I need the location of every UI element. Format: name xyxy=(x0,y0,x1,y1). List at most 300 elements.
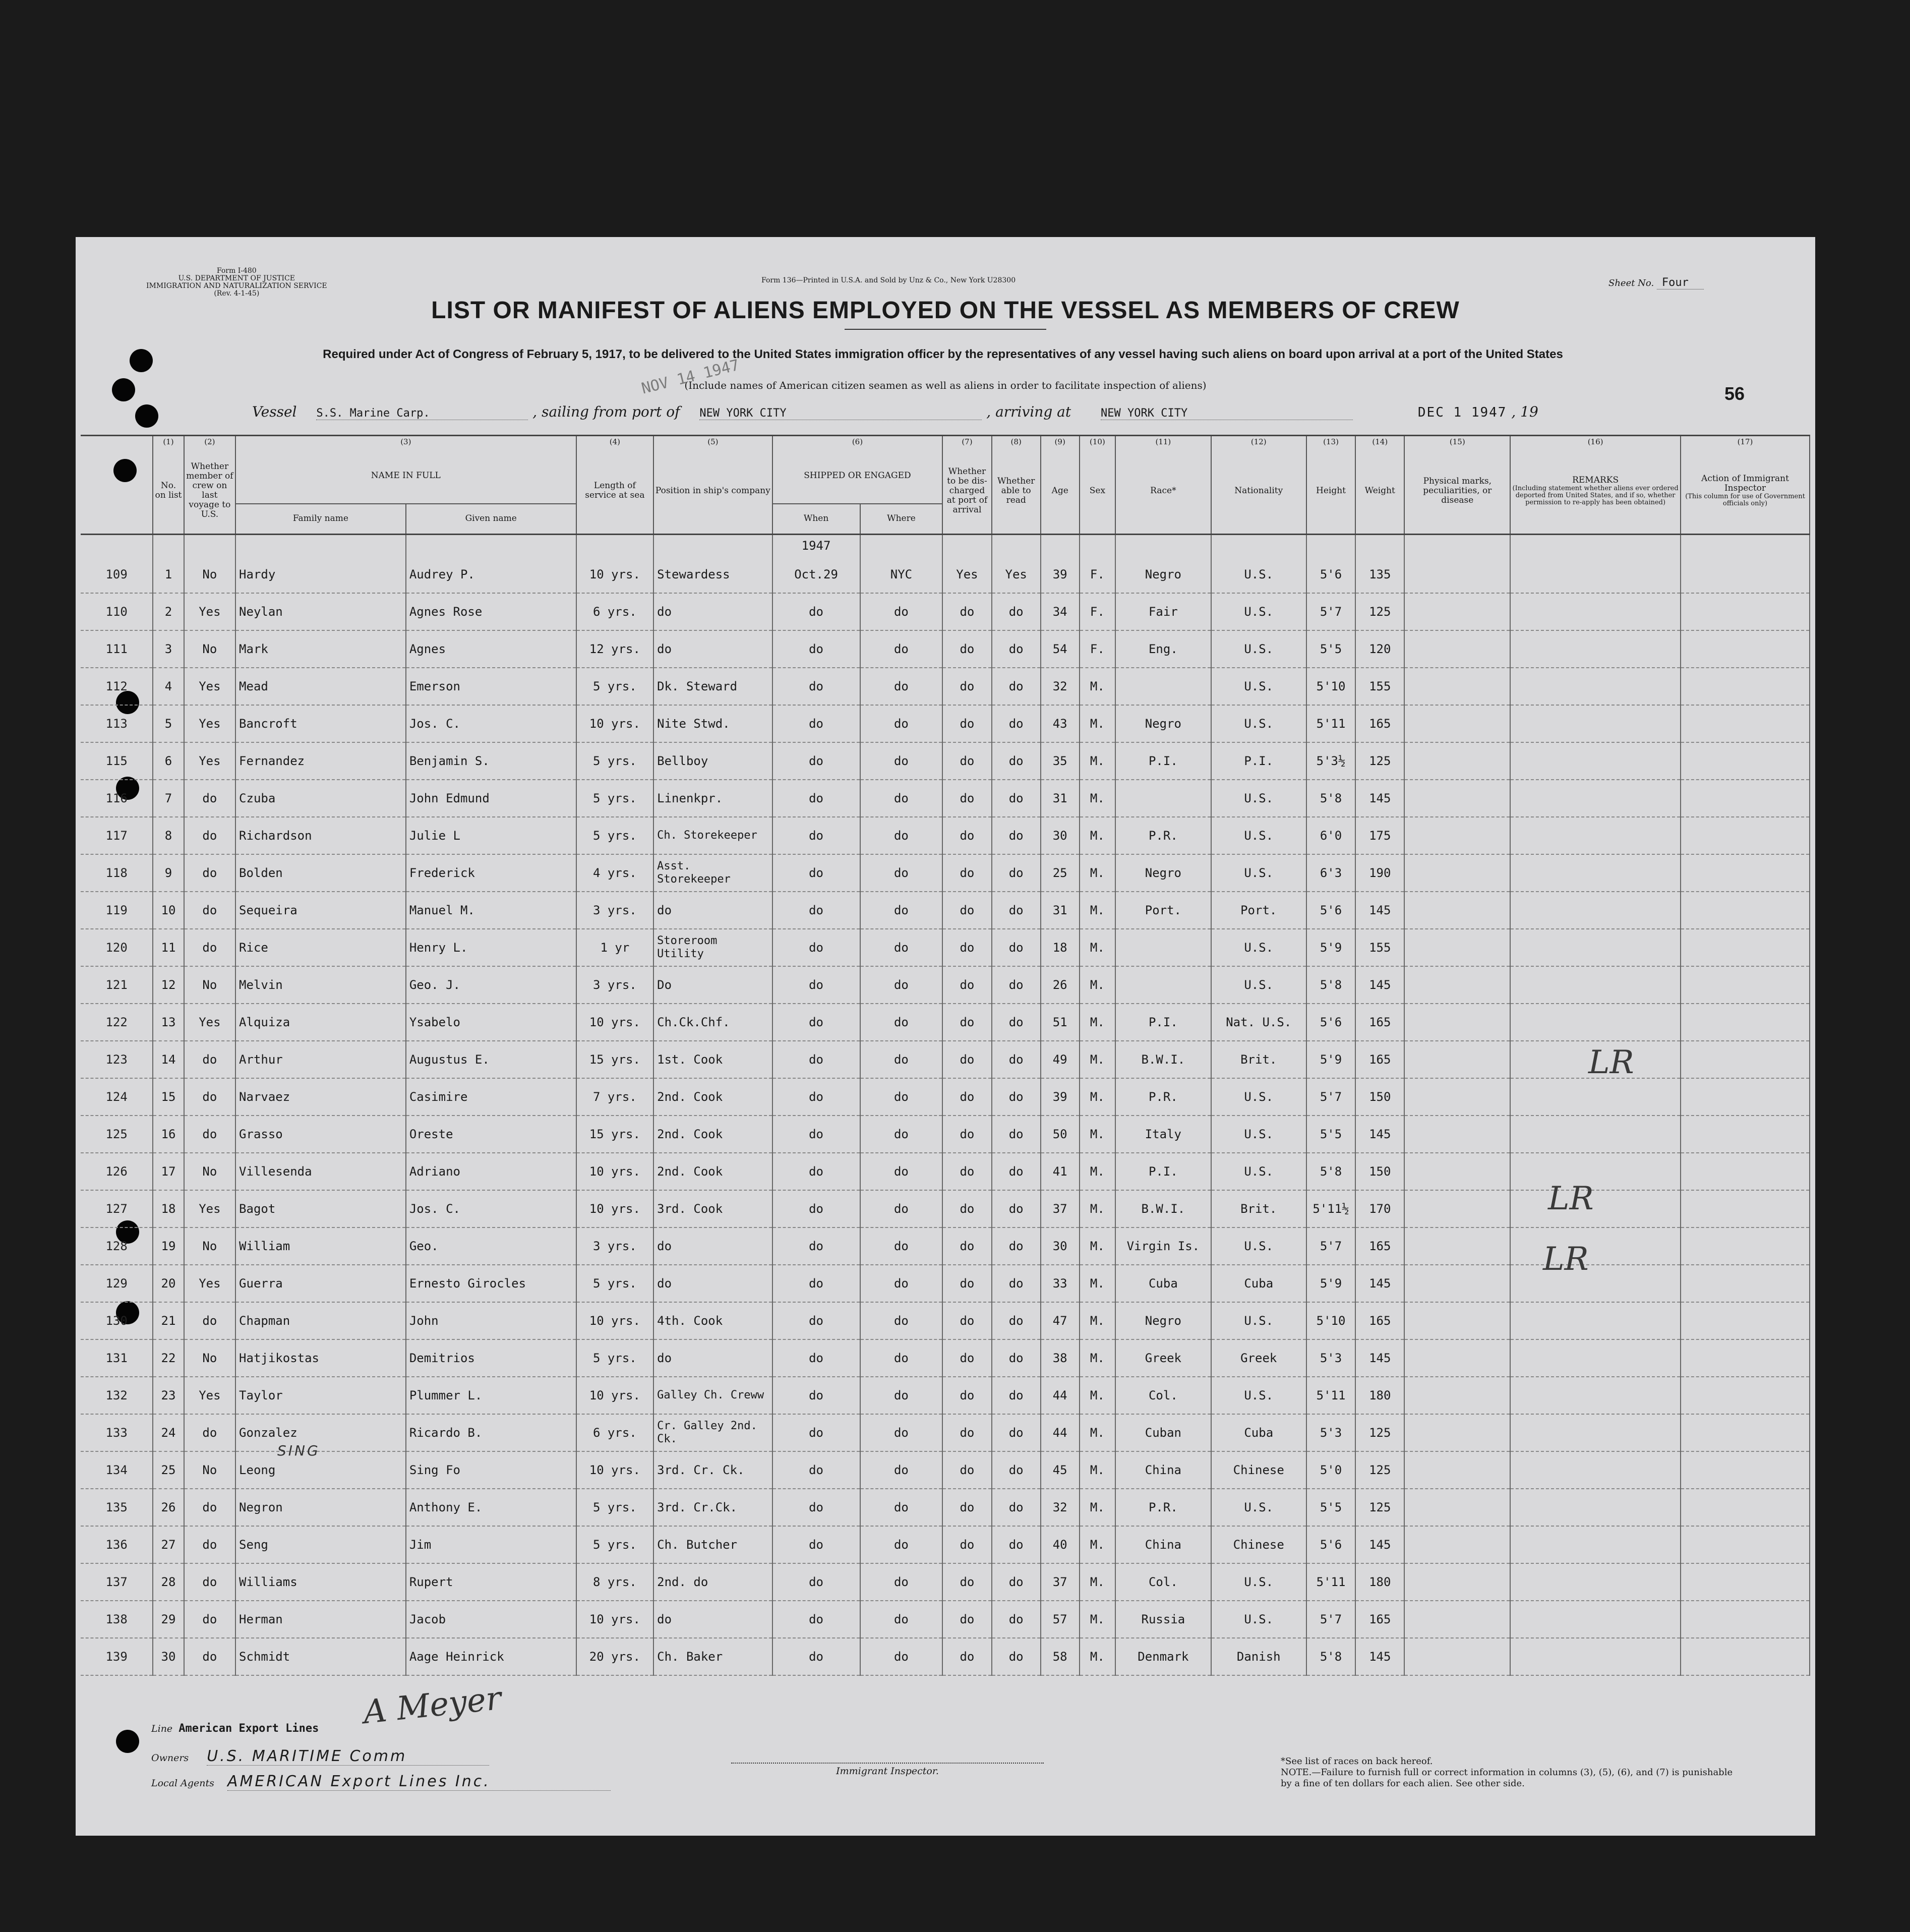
weight: 155 xyxy=(1355,929,1404,966)
sex: M. xyxy=(1080,1004,1116,1041)
race: Port. xyxy=(1115,892,1211,929)
line-number: 1 xyxy=(153,556,184,593)
shipped-where: do xyxy=(860,668,943,705)
sex: M. xyxy=(1080,1116,1116,1153)
line-number: 18 xyxy=(153,1190,184,1227)
given-name: Demitrios xyxy=(406,1339,576,1377)
col-number: (8) xyxy=(992,436,1041,449)
form-identifier xyxy=(146,267,327,298)
header-when: When xyxy=(772,504,860,534)
arriving-label: , arriving at xyxy=(986,403,1071,420)
family-name: Alquiza xyxy=(235,1004,406,1041)
able-to-read: do xyxy=(992,1414,1041,1451)
form-number: Form I-480 xyxy=(216,267,257,275)
weight: 180 xyxy=(1355,1563,1404,1601)
given-name: Manuel M. xyxy=(406,892,576,929)
col-number: (15) xyxy=(1404,436,1510,449)
discharged: do xyxy=(942,817,991,854)
shipped-where: do xyxy=(860,1526,943,1563)
last-voyage: do xyxy=(184,929,235,966)
last-voyage: Yes xyxy=(184,1004,235,1041)
physical-marks xyxy=(1404,1004,1510,1041)
year-marker: 1947 xyxy=(772,534,860,556)
height: 5'8 xyxy=(1306,966,1355,1004)
inspector-signature-line: Immigrant Inspector. xyxy=(731,1763,1044,1777)
remarks xyxy=(1510,556,1681,593)
family-name: Negron xyxy=(235,1489,406,1526)
height: 5'10 xyxy=(1306,1302,1355,1339)
family-name: Richardson xyxy=(235,817,406,854)
age: 31 xyxy=(1041,780,1080,817)
remarks xyxy=(1510,892,1681,929)
length-of-service: 1 yr xyxy=(576,929,654,966)
last-voyage: do xyxy=(184,1601,235,1638)
line-number: 3 xyxy=(153,630,184,668)
shipped-when: do xyxy=(772,593,860,630)
age: 32 xyxy=(1041,668,1080,705)
inspector-action xyxy=(1681,780,1810,817)
remarks xyxy=(1510,1153,1681,1190)
age: 41 xyxy=(1041,1153,1080,1190)
line-number: 16 xyxy=(153,1116,184,1153)
height: 5'7 xyxy=(1306,1227,1355,1265)
shipped-when: do xyxy=(772,1339,860,1377)
height: 5'8 xyxy=(1306,1638,1355,1675)
position: do xyxy=(653,1339,772,1377)
punch-hole xyxy=(116,1730,139,1753)
position: do xyxy=(653,630,772,668)
discharged: do xyxy=(942,854,991,892)
agents-field xyxy=(151,1773,611,1791)
manifest-ref: 123 xyxy=(81,1041,153,1078)
inspector-action xyxy=(1681,556,1810,593)
discharged: do xyxy=(942,1116,991,1153)
able-to-read: do xyxy=(992,1265,1041,1302)
race: Cuban xyxy=(1115,1414,1211,1451)
inspector-action xyxy=(1681,1563,1810,1601)
last-voyage: do xyxy=(184,892,235,929)
line-number: 17 xyxy=(153,1153,184,1190)
nationality: Cuba xyxy=(1211,1265,1306,1302)
discharged: do xyxy=(942,1153,991,1190)
sex: F. xyxy=(1080,593,1116,630)
given-name: Anthony E. xyxy=(406,1489,576,1526)
inspector-action xyxy=(1681,1041,1810,1078)
position: Asst. Storekeeper xyxy=(653,854,772,892)
sex: M. xyxy=(1080,966,1116,1004)
remarks xyxy=(1510,630,1681,668)
able-to-read: do xyxy=(992,1339,1041,1377)
crew-row xyxy=(81,780,1810,817)
race: China xyxy=(1115,1451,1211,1489)
nationality: U.S. xyxy=(1211,817,1306,854)
line-number: 8 xyxy=(153,817,184,854)
nationality: U.S. xyxy=(1211,966,1306,1004)
agents-label: Local Agents xyxy=(151,1778,214,1789)
weight: 125 xyxy=(1355,1414,1404,1451)
crew-row xyxy=(81,1563,1810,1601)
weight: 165 xyxy=(1355,1302,1404,1339)
manifest-ref: 126 xyxy=(81,1153,153,1190)
family-name: William xyxy=(235,1227,406,1265)
sex: M. xyxy=(1080,1153,1116,1190)
inspector-action xyxy=(1681,1078,1810,1116)
physical-marks xyxy=(1404,1078,1510,1116)
position: Linenkpr. xyxy=(653,780,772,817)
header-shipped-engaged: SHIPPED OR ENGAGED xyxy=(772,448,943,504)
nationality: U.S. xyxy=(1211,1153,1306,1190)
age: 26 xyxy=(1041,966,1080,1004)
col-number: (9) xyxy=(1041,436,1080,449)
physical-marks xyxy=(1404,817,1510,854)
remarks xyxy=(1510,1227,1681,1265)
physical-marks xyxy=(1404,630,1510,668)
race: P.I. xyxy=(1115,742,1211,780)
inspector-initials: LR xyxy=(1548,1180,1594,1217)
length-of-service: 10 yrs. xyxy=(576,1601,654,1638)
shipped-where: NYC xyxy=(860,556,943,593)
able-to-read: do xyxy=(992,854,1041,892)
position: 2nd. Cook xyxy=(653,1153,772,1190)
length-of-service: 5 yrs. xyxy=(576,668,654,705)
shipped-where: do xyxy=(860,1227,943,1265)
discharged: do xyxy=(942,1302,991,1339)
race: P.R. xyxy=(1115,817,1211,854)
owners-value: U.S. MARITIME Comm xyxy=(207,1747,489,1766)
header-age: Age xyxy=(1041,448,1080,534)
age: 37 xyxy=(1041,1563,1080,1601)
shipped-where: do xyxy=(860,1116,943,1153)
age: 25 xyxy=(1041,854,1080,892)
weight: 125 xyxy=(1355,593,1404,630)
shipped-when: do xyxy=(772,1489,860,1526)
given-name: Julie L xyxy=(406,817,576,854)
weight: 150 xyxy=(1355,1153,1404,1190)
sex: M. xyxy=(1080,1601,1116,1638)
line-number: 15 xyxy=(153,1078,184,1116)
weight: 165 xyxy=(1355,1601,1404,1638)
shipped-when: do xyxy=(772,1078,860,1116)
shipped-where: do xyxy=(860,630,943,668)
last-voyage: do xyxy=(184,1526,235,1563)
age: 51 xyxy=(1041,1004,1080,1041)
agents-value: AMERICAN Export Lines Inc. xyxy=(227,1773,611,1791)
crew-row xyxy=(81,630,1810,668)
weight: 150 xyxy=(1355,1078,1404,1116)
able-to-read: do xyxy=(992,929,1041,966)
col-number: (13) xyxy=(1306,436,1355,449)
family-name: Schmidt xyxy=(235,1638,406,1675)
given-name: Audrey P. xyxy=(406,556,576,593)
column-number-row xyxy=(81,436,1810,449)
shipped-when: do xyxy=(772,1414,860,1451)
crew-row xyxy=(81,1041,1810,1078)
shipped-when: do xyxy=(772,1227,860,1265)
height: 5'3 xyxy=(1306,1414,1355,1451)
manifest-ref: 109 xyxy=(81,556,153,593)
family-name: Mead xyxy=(235,668,406,705)
able-to-read: do xyxy=(992,705,1041,742)
shipped-where: do xyxy=(860,1302,943,1339)
inspector-action xyxy=(1681,1190,1810,1227)
age: 30 xyxy=(1041,1227,1080,1265)
line-number: 12 xyxy=(153,966,184,1004)
family-name: Melvin xyxy=(235,966,406,1004)
physical-marks xyxy=(1404,1526,1510,1563)
last-voyage: do xyxy=(184,1041,235,1078)
column-header-row xyxy=(81,448,1810,504)
given-name: Jos. C. xyxy=(406,705,576,742)
shipped-when: do xyxy=(772,705,860,742)
manifest-ref: 124 xyxy=(81,1078,153,1116)
weight: 175 xyxy=(1355,817,1404,854)
remarks-note: (Including statement whether aliens ever ordered deported from United States, and if so, whether permission to re-apply has been obtained) xyxy=(1512,484,1679,506)
crew-row xyxy=(81,892,1810,929)
shipped-where: do xyxy=(860,1489,943,1526)
manifest-ref: 138 xyxy=(81,1601,153,1638)
given-name: Frederick xyxy=(406,854,576,892)
page-title: LIST OR MANIFEST OF ALIENS EMPLOYED ON THE VESSEL AS MEMBERS OF CREW xyxy=(431,297,1460,324)
nationality: U.S. xyxy=(1211,630,1306,668)
position: 3rd. Cr. Ck. xyxy=(653,1451,772,1489)
nationality: Brit. xyxy=(1211,1041,1306,1078)
remarks xyxy=(1510,1302,1681,1339)
shipped-when: do xyxy=(772,1265,860,1302)
given-name: John xyxy=(406,1302,576,1339)
department-name: U.S. DEPARTMENT OF JUSTICE xyxy=(178,274,295,282)
race xyxy=(1115,780,1211,817)
age: 31 xyxy=(1041,892,1080,929)
weight: 125 xyxy=(1355,1489,1404,1526)
age: 35 xyxy=(1041,742,1080,780)
nationality: U.S. xyxy=(1211,668,1306,705)
col-number: (10) xyxy=(1080,436,1116,449)
form-revision: (Rev. 4-1-45) xyxy=(214,289,260,298)
sex: M. xyxy=(1080,1563,1116,1601)
able-to-read: do xyxy=(992,966,1041,1004)
inspector-initials: LR xyxy=(1588,1044,1634,1081)
race: B.W.I. xyxy=(1115,1190,1211,1227)
shipped-when: do xyxy=(772,1041,860,1078)
line-number: 21 xyxy=(153,1302,184,1339)
discharged: do xyxy=(942,1004,991,1041)
height: 5'6 xyxy=(1306,892,1355,929)
crew-row xyxy=(81,1451,1810,1489)
manifest-ref: 131 xyxy=(81,1339,153,1377)
col-number: (3) xyxy=(235,436,576,449)
header-discharged: Whether to be dis-charged at port of arrival xyxy=(942,448,991,534)
header-race: Race* xyxy=(1115,448,1211,534)
manifest-ref: 110 xyxy=(81,593,153,630)
sex: M. xyxy=(1080,1190,1116,1227)
age: 34 xyxy=(1041,593,1080,630)
family-name: Sequeira xyxy=(235,892,406,929)
last-voyage: No xyxy=(184,1339,235,1377)
race: P.I. xyxy=(1115,1004,1211,1041)
weight: 120 xyxy=(1355,630,1404,668)
physical-marks xyxy=(1404,892,1510,929)
remarks xyxy=(1510,742,1681,780)
nationality: U.S. xyxy=(1211,854,1306,892)
physical-marks xyxy=(1404,966,1510,1004)
physical-marks xyxy=(1404,556,1510,593)
line-number: 10 xyxy=(153,892,184,929)
discharged: do xyxy=(942,1563,991,1601)
header-given-name: Given name xyxy=(406,504,576,534)
sex: M. xyxy=(1080,817,1116,854)
physical-marks xyxy=(1404,929,1510,966)
inspector-action xyxy=(1681,1489,1810,1526)
crew-rows xyxy=(81,534,1810,1675)
line-number: 27 xyxy=(153,1526,184,1563)
given-name: Augustus E. xyxy=(406,1041,576,1078)
page-number: 56 xyxy=(1724,383,1745,404)
header-length-service: Length of service at sea xyxy=(576,448,654,534)
shipped-where: do xyxy=(860,1377,943,1414)
nationality: Danish xyxy=(1211,1638,1306,1675)
length-of-service: 15 yrs. xyxy=(576,1116,654,1153)
crew-row xyxy=(81,1489,1810,1526)
height: 5'5 xyxy=(1306,1489,1355,1526)
height: 5'9 xyxy=(1306,1265,1355,1302)
length-of-service: 10 yrs. xyxy=(576,556,654,593)
col-number: (12) xyxy=(1211,436,1306,449)
discharged: do xyxy=(942,966,991,1004)
header-remarks xyxy=(1510,448,1681,534)
weight: 125 xyxy=(1355,1451,1404,1489)
shipped-when: do xyxy=(772,929,860,966)
age: 47 xyxy=(1041,1302,1080,1339)
able-to-read: do xyxy=(992,780,1041,817)
height: 5'8 xyxy=(1306,1153,1355,1190)
nationality: U.S. xyxy=(1211,1227,1306,1265)
weight: 145 xyxy=(1355,1526,1404,1563)
age: 54 xyxy=(1041,630,1080,668)
service-name: IMMIGRATION AND NATURALIZATION SERVICE xyxy=(146,282,327,290)
last-voyage: do xyxy=(184,854,235,892)
nationality: U.S. xyxy=(1211,1302,1306,1339)
nationality: Nat. U.S. xyxy=(1211,1004,1306,1041)
able-to-read: do xyxy=(992,1041,1041,1078)
punch-hole xyxy=(130,349,153,372)
last-voyage: No xyxy=(184,630,235,668)
given-name: Agnes Rose xyxy=(406,593,576,630)
sex: M. xyxy=(1080,1489,1116,1526)
shipped-when: Oct.29 xyxy=(772,556,860,593)
discharged: do xyxy=(942,630,991,668)
col-number: (4) xyxy=(576,436,654,449)
col-number: (2) xyxy=(184,436,235,449)
line-label: Line xyxy=(151,1723,173,1734)
header-no-on-list: No. on list xyxy=(153,448,184,534)
discharged: do xyxy=(942,1526,991,1563)
able-to-read: do xyxy=(992,1451,1041,1489)
remarks xyxy=(1510,1004,1681,1041)
given-name: Aage Heinrick xyxy=(406,1638,576,1675)
discharged: do xyxy=(942,1451,991,1489)
discharged: do xyxy=(942,892,991,929)
sex: M. xyxy=(1080,742,1116,780)
vessel-name: S.S. Marine Carp. xyxy=(316,407,528,420)
nationality: U.S. xyxy=(1211,1078,1306,1116)
race: Negro xyxy=(1115,1302,1211,1339)
sex: M. xyxy=(1080,1377,1116,1414)
height: 5'6 xyxy=(1306,1004,1355,1041)
age: 18 xyxy=(1041,929,1080,966)
manifest-ref: 113 xyxy=(81,705,153,742)
inspector-action xyxy=(1681,966,1810,1004)
family-name: Villesenda xyxy=(235,1153,406,1190)
shipped-where: do xyxy=(860,1451,943,1489)
position: do xyxy=(653,1601,772,1638)
header-nationality: Nationality xyxy=(1211,448,1306,534)
remarks xyxy=(1510,1414,1681,1451)
discharged: do xyxy=(942,742,991,780)
weight: 145 xyxy=(1355,1339,1404,1377)
remarks xyxy=(1510,854,1681,892)
sex: M. xyxy=(1080,1339,1116,1377)
position: do xyxy=(653,593,772,630)
manifest-ref: 132 xyxy=(81,1377,153,1414)
crew-row xyxy=(81,1116,1810,1153)
nationality: Chinese xyxy=(1211,1526,1306,1563)
position: do xyxy=(653,1265,772,1302)
remarks xyxy=(1510,1265,1681,1302)
penalty-note: NOTE.—Failure to furnish full or correct information in columns (3), (5), (6), and (7) is punishable by a fine of ten dollars for each alien. See other side. xyxy=(1281,1767,1733,1789)
race: Cuba xyxy=(1115,1265,1211,1302)
crew-row xyxy=(81,1377,1810,1414)
crew-table xyxy=(81,435,1810,1676)
shipped-where: do xyxy=(860,1563,943,1601)
race: Negro xyxy=(1115,705,1211,742)
remarks-title: REMARKS xyxy=(1572,475,1619,485)
sex: M. xyxy=(1080,1302,1116,1339)
height: 5'10 xyxy=(1306,668,1355,705)
col-number: (14) xyxy=(1355,436,1404,449)
shipped-where: do xyxy=(860,892,943,929)
length-of-service: 3 yrs. xyxy=(576,892,654,929)
length-of-service: 8 yrs. xyxy=(576,1563,654,1601)
sheet-value: Four xyxy=(1657,276,1704,289)
year-row xyxy=(81,534,1810,556)
able-to-read: do xyxy=(992,1489,1041,1526)
length-of-service: 5 yrs. xyxy=(576,817,654,854)
position: Bellboy xyxy=(653,742,772,780)
nationality: Port. xyxy=(1211,892,1306,929)
last-voyage: do xyxy=(184,1414,235,1451)
inspector-action xyxy=(1681,892,1810,929)
shipped-when: do xyxy=(772,630,860,668)
last-voyage: do xyxy=(184,1489,235,1526)
manifest-ref: 133 xyxy=(81,1414,153,1451)
physical-marks xyxy=(1404,1116,1510,1153)
sex: M. xyxy=(1080,1451,1116,1489)
position: 3rd. Cr.Ck. xyxy=(653,1489,772,1526)
height: 5'7 xyxy=(1306,1601,1355,1638)
position: 2nd. Cook xyxy=(653,1116,772,1153)
weight: 165 xyxy=(1355,705,1404,742)
include-note: (Include names of American citizen seamen as well as aliens in order to facilitate inspection of aliens) xyxy=(684,379,1207,391)
discharged: do xyxy=(942,1414,991,1451)
crew-row xyxy=(81,1414,1810,1451)
family-name: Hatjikostas xyxy=(235,1339,406,1377)
shipped-when: do xyxy=(772,1526,860,1563)
crew-row xyxy=(81,1078,1810,1116)
sex: F. xyxy=(1080,556,1116,593)
weight: 135 xyxy=(1355,556,1404,593)
line-number: 7 xyxy=(153,780,184,817)
manifest-ref: 120 xyxy=(81,929,153,966)
